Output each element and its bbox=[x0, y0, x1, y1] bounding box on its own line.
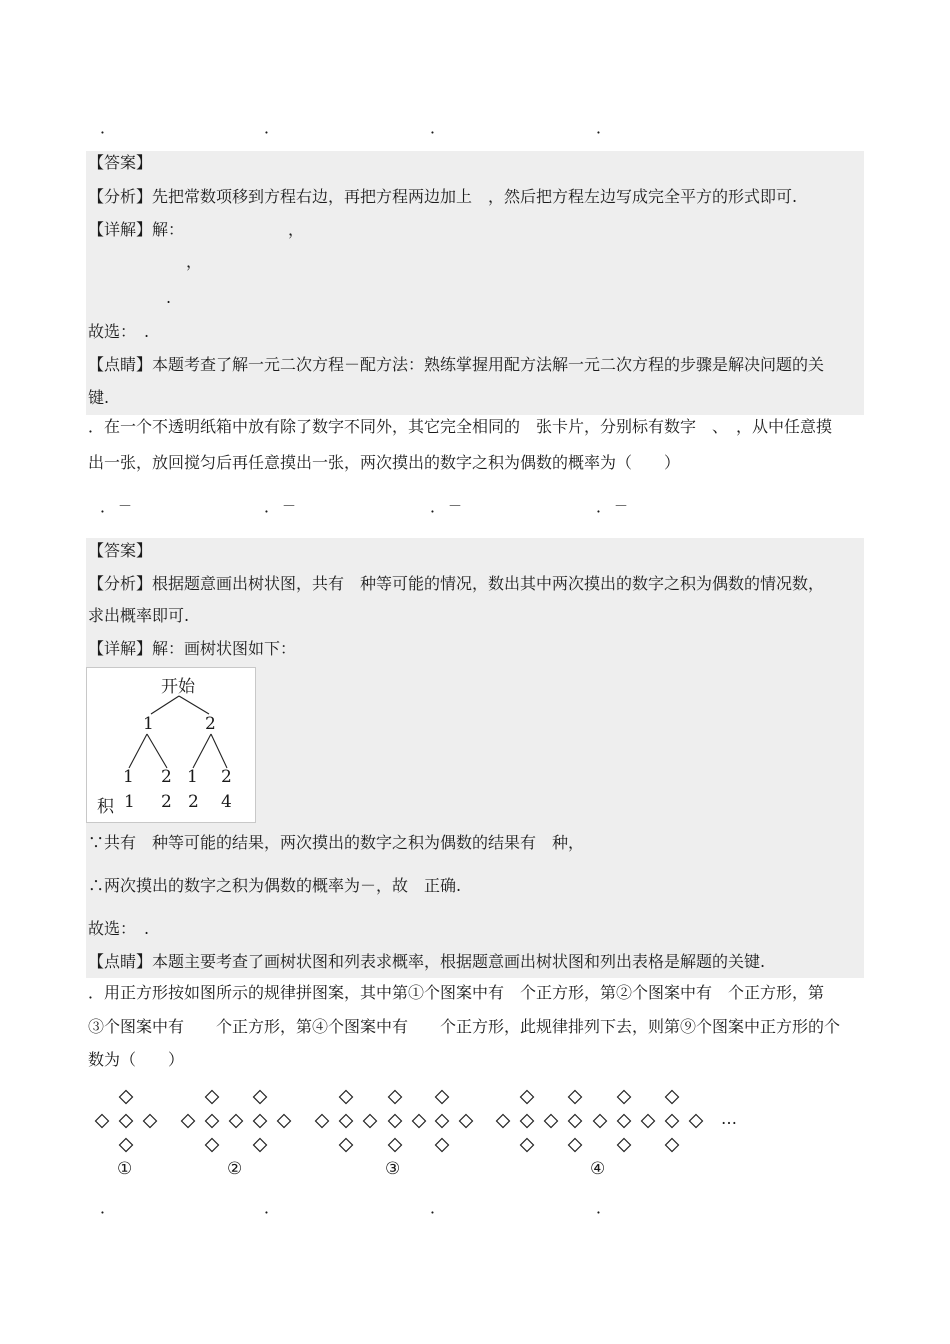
question-2-line-1: ．在一个不透明纸箱中放有除了数字不同外，其它完全相同的 张卡片，分别标有数字 、 ，从中任意摸 bbox=[88, 417, 833, 436]
option-a: ． bbox=[100, 497, 117, 516]
tree-product-1: 1 bbox=[124, 792, 135, 812]
detail-text: 【详解】解：画树状图如下： bbox=[88, 639, 297, 658]
choice-text: 故选： . bbox=[88, 322, 150, 341]
pattern-label-3: ③ bbox=[385, 1159, 401, 1179]
pattern-4 bbox=[497, 1091, 703, 1152]
tree-leaf-2: 2 bbox=[161, 767, 172, 787]
option-c: ． bbox=[430, 118, 447, 137]
answer-heading: 【答案】 bbox=[88, 541, 153, 560]
fraction-c: － bbox=[448, 499, 462, 515]
pattern-ellipsis: … bbox=[721, 1109, 737, 1128]
answer-heading: 【答案】 bbox=[88, 153, 153, 172]
because-text: ∵共有 种等可能的结果，两次摸出的数字之积为偶数的结果有 种， bbox=[88, 833, 585, 852]
option-b: ． bbox=[264, 1198, 281, 1217]
detail-text: 【详解】解： ， bbox=[88, 220, 305, 239]
square-pattern-figure bbox=[90, 1083, 750, 1183]
tree-root: 开始 bbox=[161, 677, 195, 697]
tree-leaf-4: 2 bbox=[221, 767, 232, 787]
question-2-line-2: 出一张，放回搅匀后再任意摸出一张，两次摸出的数字之积为偶数的概率为（ ） bbox=[88, 453, 681, 472]
pattern-label-2: ② bbox=[227, 1159, 243, 1179]
question-3-line-1: ．用正方形按如图所示的规律拼图案，其中第①个图案中有 个正方形，第②个图案中有 个正方形，第 bbox=[88, 983, 825, 1002]
question-3-line-2: ③个图案中有 个正方形，第④个图案中有 个正方形，此规律排列下去，则第⑨个图案中正方形的个 bbox=[88, 1017, 841, 1036]
choice-text: 故选： . bbox=[88, 919, 150, 938]
analysis-text: 【分析】先把常数项移到方程右边，再把方程两边加上 ，然后把方程左边写成完全平方的形式即可. bbox=[88, 187, 798, 206]
option-a: ． bbox=[100, 118, 117, 137]
pattern-3 bbox=[316, 1091, 473, 1152]
tree-product-2: 2 bbox=[161, 792, 172, 812]
pattern-label-1: ① bbox=[117, 1159, 133, 1179]
detail-step-3: . bbox=[166, 288, 172, 307]
tree-product-4: 4 bbox=[221, 792, 232, 812]
option-b: ． bbox=[264, 497, 281, 516]
fraction-b: － bbox=[282, 499, 296, 515]
comment-text: 【点睛】本题考查了解一元二次方程－配方法：熟练掌握用配方法解一元二次方程的步骤是解决问题的关 bbox=[88, 355, 825, 374]
tree-node-2: 2 bbox=[205, 714, 216, 734]
comment-text-cont: 键. bbox=[88, 388, 110, 407]
option-d: ． bbox=[596, 118, 613, 137]
fraction-a: － bbox=[118, 499, 132, 515]
tree-leaf-3: 1 bbox=[187, 767, 198, 787]
detail-step-2: ， bbox=[186, 252, 203, 271]
comment-text: 【点睛】本题主要考查了画树状图和列表求概率，根据题意画出树状图和列出表格是解题的关键. bbox=[88, 952, 766, 971]
tree-product-3: 2 bbox=[188, 792, 199, 812]
analysis-text: 【分析】根据题意画出树状图，共有 种等可能的情况，数出其中两次摸出的数字之积为偶数的情况数， bbox=[88, 574, 825, 593]
analysis-text-cont: 求出概率即可. bbox=[88, 606, 190, 625]
tree-node-1: 1 bbox=[143, 714, 154, 734]
option-b: ． bbox=[264, 118, 281, 137]
option-a: ． bbox=[100, 1198, 117, 1217]
option-c: ． bbox=[430, 1198, 447, 1217]
option-d: ． bbox=[596, 1198, 613, 1217]
tree-product-label: 积 bbox=[97, 797, 114, 817]
pattern-label-4: ④ bbox=[590, 1159, 606, 1179]
fraction-d: － bbox=[614, 499, 628, 515]
therefore-text: ∴两次摸出的数字之积为偶数的概率为－，故 正确. bbox=[88, 876, 462, 895]
option-c: ． bbox=[430, 497, 447, 516]
pattern-1 bbox=[96, 1091, 157, 1152]
tree-leaf-1: 1 bbox=[123, 767, 134, 787]
square-patterns bbox=[90, 1083, 750, 1163]
pattern-2 bbox=[182, 1091, 291, 1152]
option-d: ． bbox=[596, 497, 613, 516]
question-3-line-3: 数为（ ） bbox=[88, 1050, 185, 1069]
tree-diagram bbox=[86, 667, 256, 823]
